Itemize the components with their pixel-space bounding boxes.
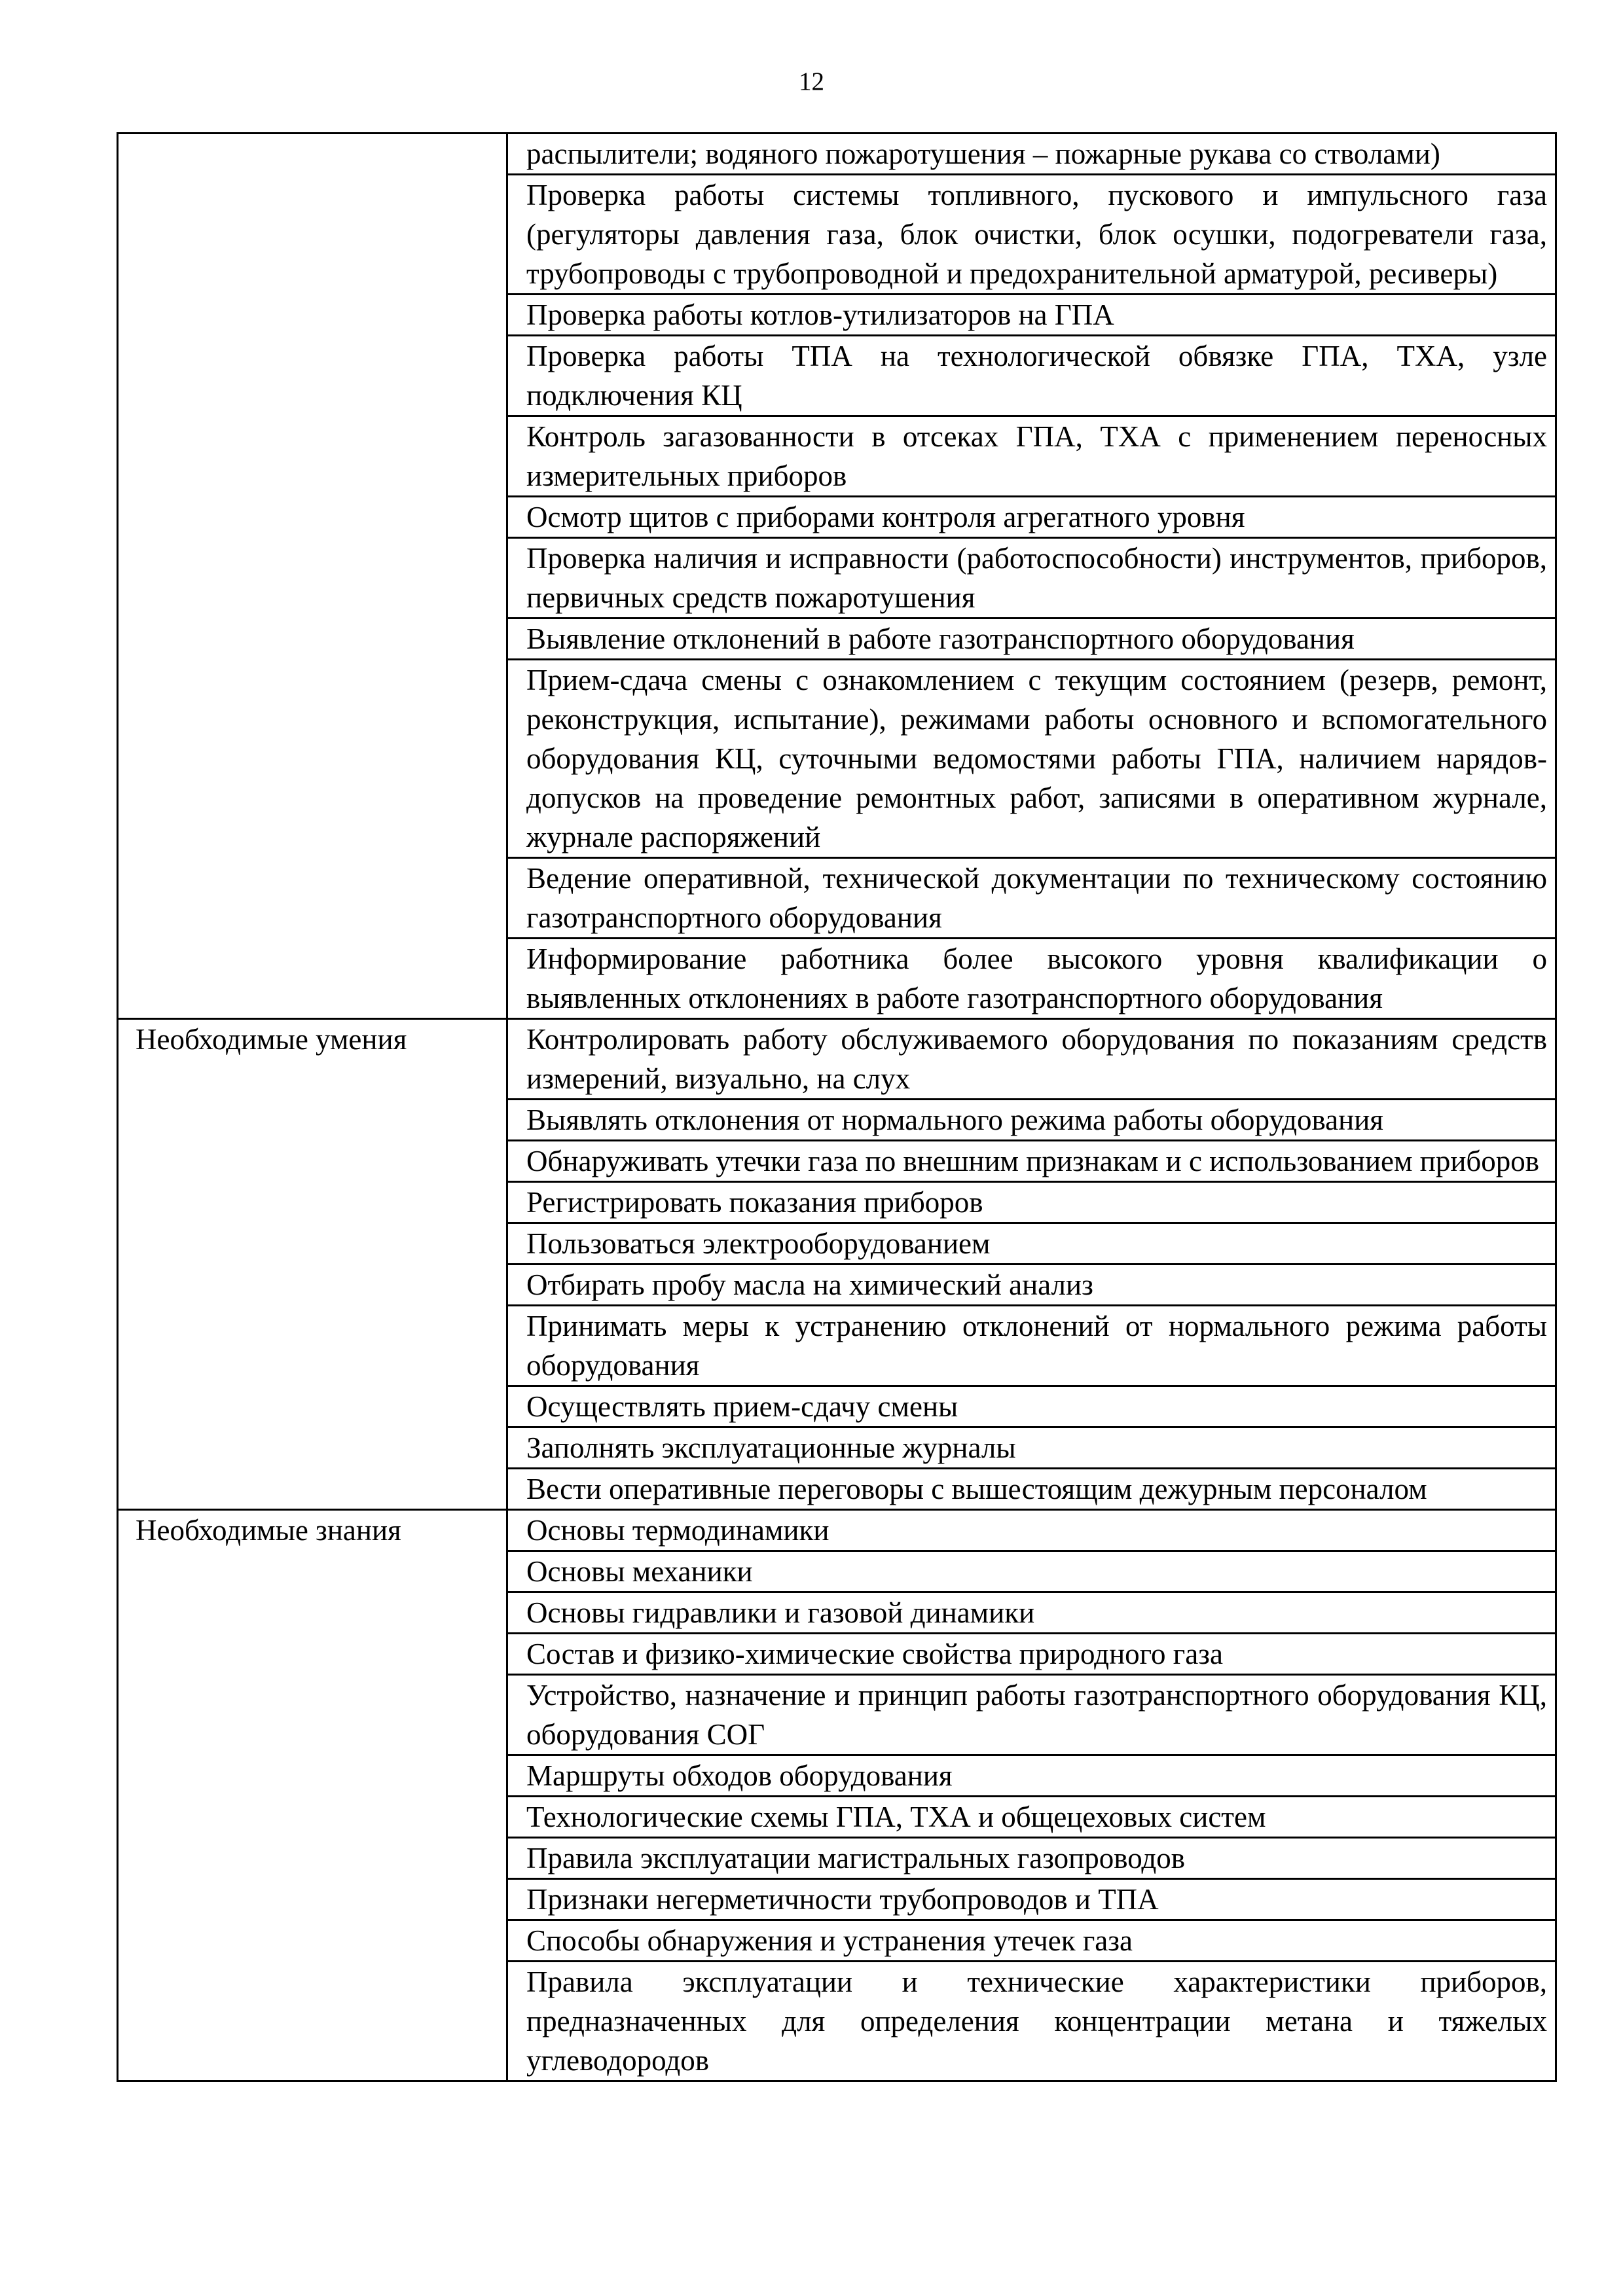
requirement-item: Признаки негерметичности трубопроводов и ТПА <box>507 1879 1556 1920</box>
requirement-item: Проверка работы ТПА на технологической обвязке ГПА, ТХА, узле подключения КЦ <box>507 336 1556 416</box>
requirement-item: Устройство, назначение и принцип работы газотранспортного оборудования КЦ, оборудования СОГ <box>507 1675 1556 1755</box>
requirement-item: Заполнять эксплуатационные журналы <box>507 1427 1556 1469</box>
requirement-item: Состав и физико-химические свойства природного газа <box>507 1634 1556 1675</box>
requirement-item: Осуществлять прием-сдачу смены <box>507 1386 1556 1427</box>
requirement-item: Проверка работы системы топливного, пускового и импульсного газа (регуляторы давления газа, блок очистки, блок осушки, подогреватели газа, трубопроводы с трубопроводной и предохранительной арматурой, ресиверы) <box>507 175 1556 295</box>
requirement-item: Регистрировать показания приборов <box>507 1182 1556 1223</box>
section-label <box>118 134 507 1019</box>
requirement-item: Обнаруживать утечки газа по внешним признакам и с использованием приборов <box>507 1141 1556 1182</box>
requirements-table-body <box>118 134 1556 2081</box>
requirement-item: Выявлять отклонения от нормального режима работы оборудования <box>507 1100 1556 1141</box>
table-row <box>118 134 1556 175</box>
table-row <box>118 1510 1556 1551</box>
requirement-item: Правила эксплуатации и технические характеристики приборов, предназначенных для определения концентрации метана и тяжелых углеводородов <box>507 1962 1556 2081</box>
requirement-item: Проверка наличия и исправности (работоспособности) инструментов, приборов, первичных средств пожаротушения <box>507 538 1556 619</box>
requirement-item: распылители; водяного пожаротушения – пожарные рукава со стволами) <box>507 134 1556 175</box>
requirement-item: Способы обнаружения и устранения утечек газа <box>507 1920 1556 1962</box>
requirement-item: Выявление отклонений в работе газотранспортного оборудования <box>507 619 1556 660</box>
requirement-item: Основы гидравлики и газовой динамики <box>507 1592 1556 1634</box>
requirement-item: Технологические схемы ГПА, ТХА и общецеховых систем <box>507 1797 1556 1838</box>
requirement-item: Вести оперативные переговоры с вышестоящим дежурным персоналом <box>507 1469 1556 1510</box>
requirements-table <box>117 132 1557 2082</box>
requirement-item: Прием-сдача смены с ознакомлением с текущим состоянием (резерв, ремонт, реконструкция, испытание), режимами работы основного и вспомогательного оборудования КЦ, суточными ведомостями работы ГПА, наличием нарядов-допусков на проведение ремонтных работ, записями в оперативном журнале, журнале распоряжений <box>507 660 1556 858</box>
requirement-item: Осмотр щитов с приборами контроля агрегатного уровня <box>507 497 1556 538</box>
requirement-item: Отбирать пробу масла на химический анализ <box>507 1265 1556 1306</box>
requirement-item: Ведение оперативной, технической документации по техническому состоянию газотранспортного оборудования <box>507 858 1556 939</box>
requirement-item: Маршруты обходов оборудования <box>507 1755 1556 1797</box>
section-label: Необходимые умения <box>118 1019 507 1510</box>
requirement-item: Контроль загазованности в отсеках ГПА, ТХА с применением переносных измерительных приборов <box>507 416 1556 497</box>
requirement-item: Основы механики <box>507 1551 1556 1592</box>
requirement-item: Пользоваться электрооборудованием <box>507 1223 1556 1265</box>
page-number: 12 <box>799 67 824 96</box>
table-row <box>118 1019 1556 1100</box>
section-label: Необходимые знания <box>118 1510 507 2081</box>
requirement-item: Информирование работника более высокого уровня квалификации о выявленных отклонениях в работе газотранспортного оборудования <box>507 939 1556 1019</box>
requirement-item: Принимать меры к устранению отклонений от нормального режима работы оборудования <box>507 1306 1556 1386</box>
requirement-item: Проверка работы котлов-утилизаторов на ГПА <box>507 295 1556 336</box>
requirement-item: Основы термодинамики <box>507 1510 1556 1551</box>
requirement-item: Правила эксплуатации магистральных газопроводов <box>507 1838 1556 1879</box>
requirement-item: Контролировать работу обслуживаемого оборудования по показаниям средств измерений, визуально, на слух <box>507 1019 1556 1100</box>
